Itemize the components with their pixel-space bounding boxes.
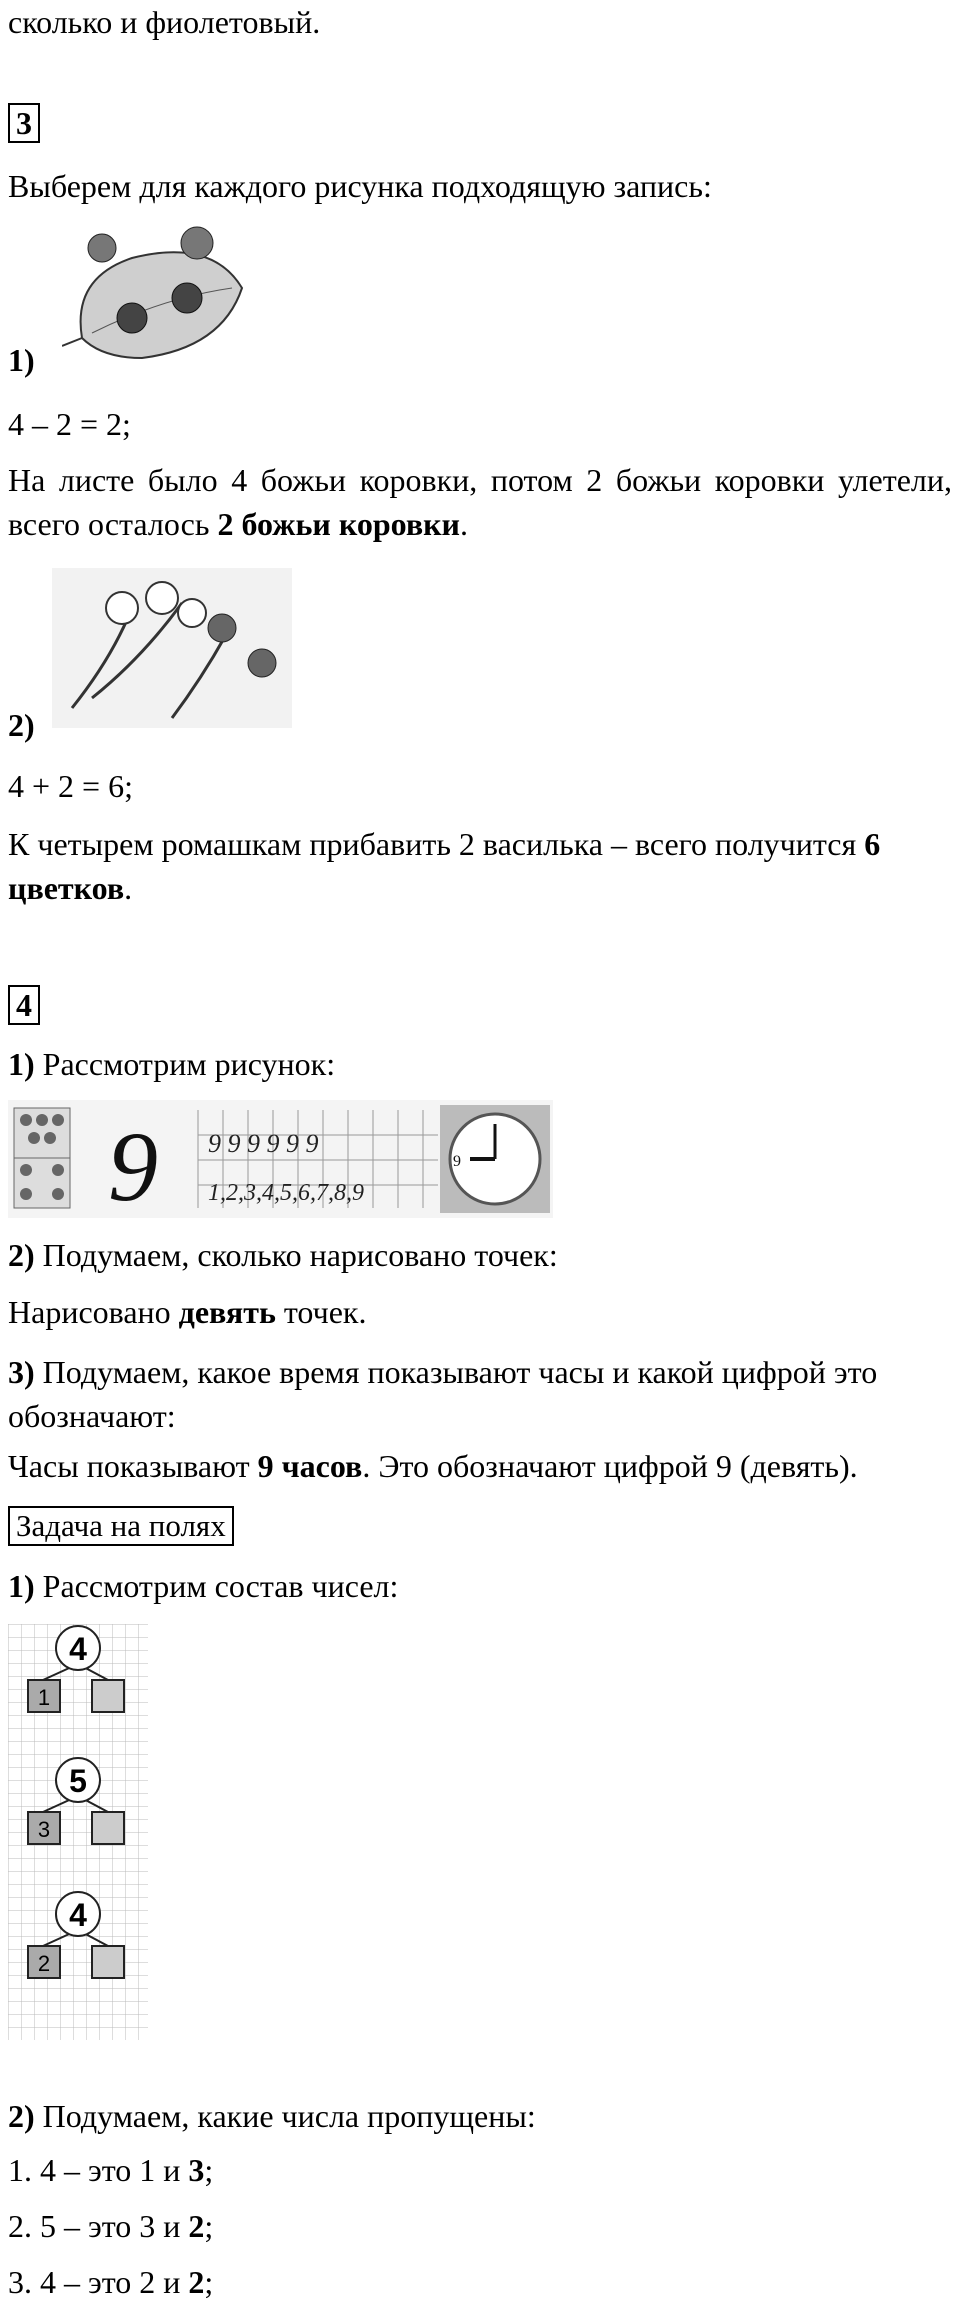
item-1-label: 1) (8, 342, 35, 378)
digit-row-2: 1,2,3,4,5,6,7,8,9 (208, 1180, 364, 1206)
digit-row-1: 9 9 9 9 9 9 (208, 1129, 319, 1158)
ladybugs-image (62, 218, 252, 368)
tree-1-top: 4 (69, 1631, 87, 1667)
tree-2-left: 3 (37, 1817, 51, 1842)
tree-3-top: 4 (69, 1897, 87, 1933)
task-3-number: 3 (8, 103, 40, 143)
top-line: сколько и фиолетовый. (8, 4, 321, 40)
answer-2: 2. 5 – это 3 и 2; (8, 2208, 214, 2244)
number-trees (8, 1624, 148, 2040)
task-4-step-3: 3) Подумаем, какое время показывают часы и какой цифрой это обозначают: (8, 1354, 878, 1434)
task-4-number: 4 (8, 985, 40, 1025)
answer-3: 3. 4 – это 2 и 2; (8, 2264, 214, 2300)
flowers-image (52, 568, 292, 728)
tree-3-left: 2 (37, 1951, 51, 1976)
task-4-answer-3: Часы показывают 9 часов. Это обозначают цифрой 9 (девять). (8, 1448, 858, 1484)
item-2-equation: 4 + 2 = 6; (8, 768, 133, 804)
task-4-step-2: 2) Подумаем, сколько нарисовано точек: (8, 1237, 558, 1273)
big-digit: 9 (108, 1111, 158, 1218)
item-2-explanation: К четырем ромашкам прибавить 2 василька – всего получится 6 цветков. (8, 826, 881, 906)
tree-2-top: 5 (69, 1763, 87, 1799)
margin-task-title: Задача на полях (8, 1506, 234, 1546)
task-4-step-1: 1) Рассмотрим рисунок: (8, 1046, 336, 1082)
item-1-equation: 4 – 2 = 2; (8, 406, 131, 442)
margin-task-step-1: 1) Рассмотрим состав чисел: (8, 1568, 399, 1604)
clock-nine: 9 (453, 1153, 461, 1170)
tree-1-left: 1 (37, 1685, 51, 1710)
task-3-intro: Выберем для каждого рисунка подходящую запись: (8, 168, 712, 204)
nine-picture (8, 1100, 553, 1218)
item-2-label: 2) (8, 707, 35, 743)
answer-1: 1. 4 – это 1 и 3; (8, 2152, 214, 2188)
item-1-explanation: На листе было 4 божьи коровки, потом 2 божьи коровки улетели, всего осталось 2 божьи коровки. (8, 462, 952, 542)
margin-task-step-2: 2) Подумаем, какие числа пропущены: (8, 2098, 536, 2134)
task-4-answer-2: Нарисовано девять точек. (8, 1294, 367, 1330)
